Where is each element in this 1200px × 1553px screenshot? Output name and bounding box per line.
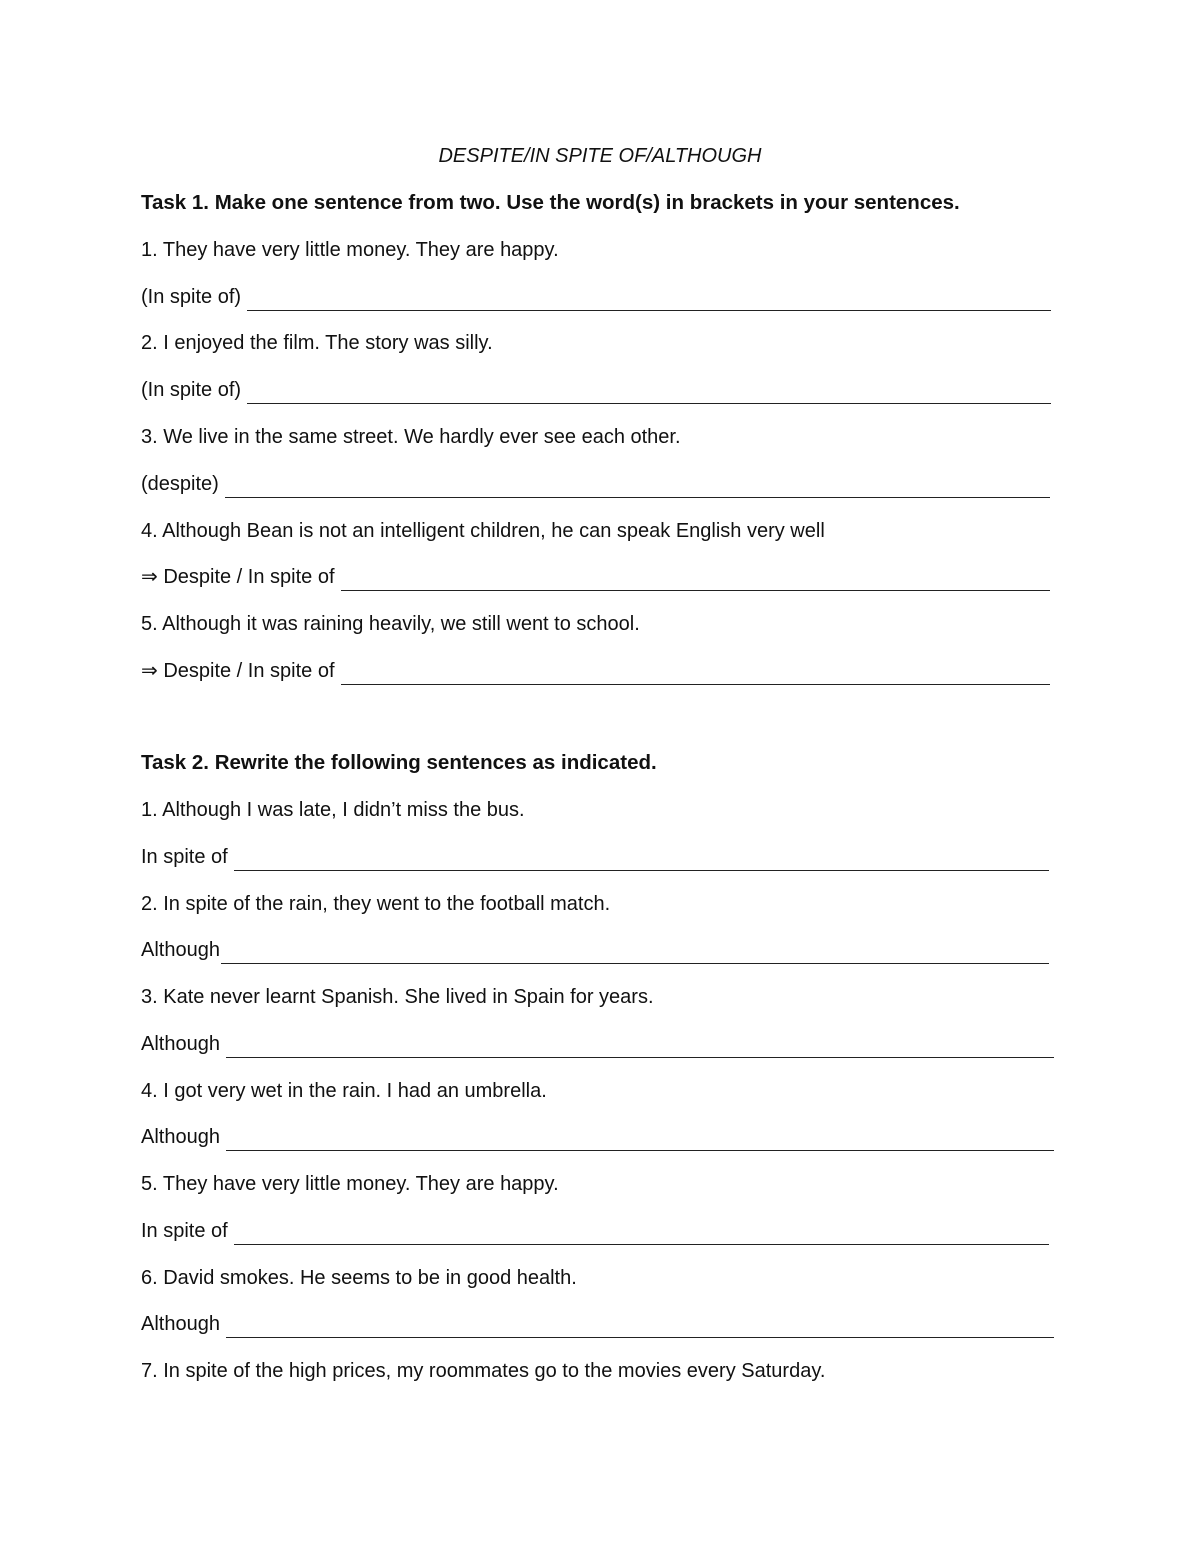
task-1-sentence-5: 5. Although it was raining heavily, we still went to school. — [141, 613, 640, 635]
answer-blank[interactable] — [247, 381, 1051, 404]
answer-prompt: In spite of — [141, 846, 228, 868]
task-2-sentence-1: 1. Although I was late, I didn’t miss the bus. — [141, 799, 525, 821]
task-2-answer-line-4 — [141, 1123, 1054, 1151]
task-2-answer-line-3 — [141, 1030, 1054, 1058]
task-1-sentence-4: 4. Although Bean is not an intelligent children, he can speak English very well — [141, 520, 825, 542]
answer-prompt: In spite of — [141, 1220, 228, 1242]
answer-prompt: Although — [141, 1126, 220, 1148]
answer-prompt: (In spite of) — [141, 379, 242, 401]
task-1-sentence-1: 1. They have very little money. They are happy. — [141, 239, 559, 261]
task-2-sentence-5: 5. They have very little money. They are happy. — [141, 1173, 559, 1195]
answer-blank[interactable] — [234, 848, 1049, 871]
answer-prompt: (despite) — [141, 473, 219, 495]
answer-prompt: ⇒ Despite / In spite of — [141, 660, 335, 682]
task-2-sentence-6: 6. David smokes. He seems to be in good health. — [141, 1267, 577, 1289]
answer-blank[interactable] — [226, 1315, 1054, 1338]
page-title: DESPITE/IN SPITE OF/ALTHOUGH — [438, 145, 762, 167]
answer-blank[interactable] — [226, 1035, 1054, 1058]
answer-blank[interactable] — [234, 1222, 1049, 1245]
task-2-sentence-7: 7. In spite of the high prices, my roommates go to the movies every Saturday. — [141, 1360, 826, 1382]
task-2-answer-line-2 — [141, 936, 1049, 964]
task-1-answer-line-4 — [141, 563, 1050, 591]
answer-blank[interactable] — [225, 475, 1050, 498]
answer-prompt: Although — [141, 1033, 220, 1055]
task-1-answer-line-2 — [141, 376, 1051, 404]
answer-blank[interactable] — [226, 1128, 1054, 1151]
task-1-sentence-2: 2. I enjoyed the film. The story was silly. — [141, 332, 493, 354]
answer-prompt: Although — [141, 939, 220, 961]
task-2-sentence-4: 4. I got very wet in the rain. I had an umbrella. — [141, 1080, 547, 1102]
task-2-sentence-3: 3. Kate never learnt Spanish. She lived in Spain for years. — [141, 986, 654, 1008]
task-1-heading: Task 1. Make one sentence from two. Use the word(s) in brackets in your sentences. — [141, 191, 960, 214]
task-2-answer-line-6 — [141, 1310, 1054, 1338]
task-2-heading: Task 2. Rewrite the following sentences as indicated. — [141, 751, 657, 774]
task-2-answer-line-1 — [141, 843, 1049, 871]
task-1-answer-line-1 — [141, 283, 1051, 311]
answer-blank[interactable] — [341, 662, 1050, 685]
task-1-answer-line-5 — [141, 657, 1050, 685]
answer-blank[interactable] — [341, 568, 1050, 591]
answer-prompt: ⇒ Despite / In spite of — [141, 566, 335, 588]
answer-blank[interactable] — [221, 941, 1049, 964]
task-2-answer-line-5 — [141, 1217, 1049, 1245]
task-2-sentence-2: 2. In spite of the rain, they went to the football match. — [141, 893, 611, 915]
task-1-answer-line-3 — [141, 470, 1050, 498]
answer-prompt: (In spite of) — [141, 286, 242, 308]
task-1-sentence-3: 3. We live in the same street. We hardly ever see each other. — [141, 426, 681, 448]
answer-blank[interactable] — [247, 288, 1051, 311]
answer-prompt: Although — [141, 1313, 220, 1335]
